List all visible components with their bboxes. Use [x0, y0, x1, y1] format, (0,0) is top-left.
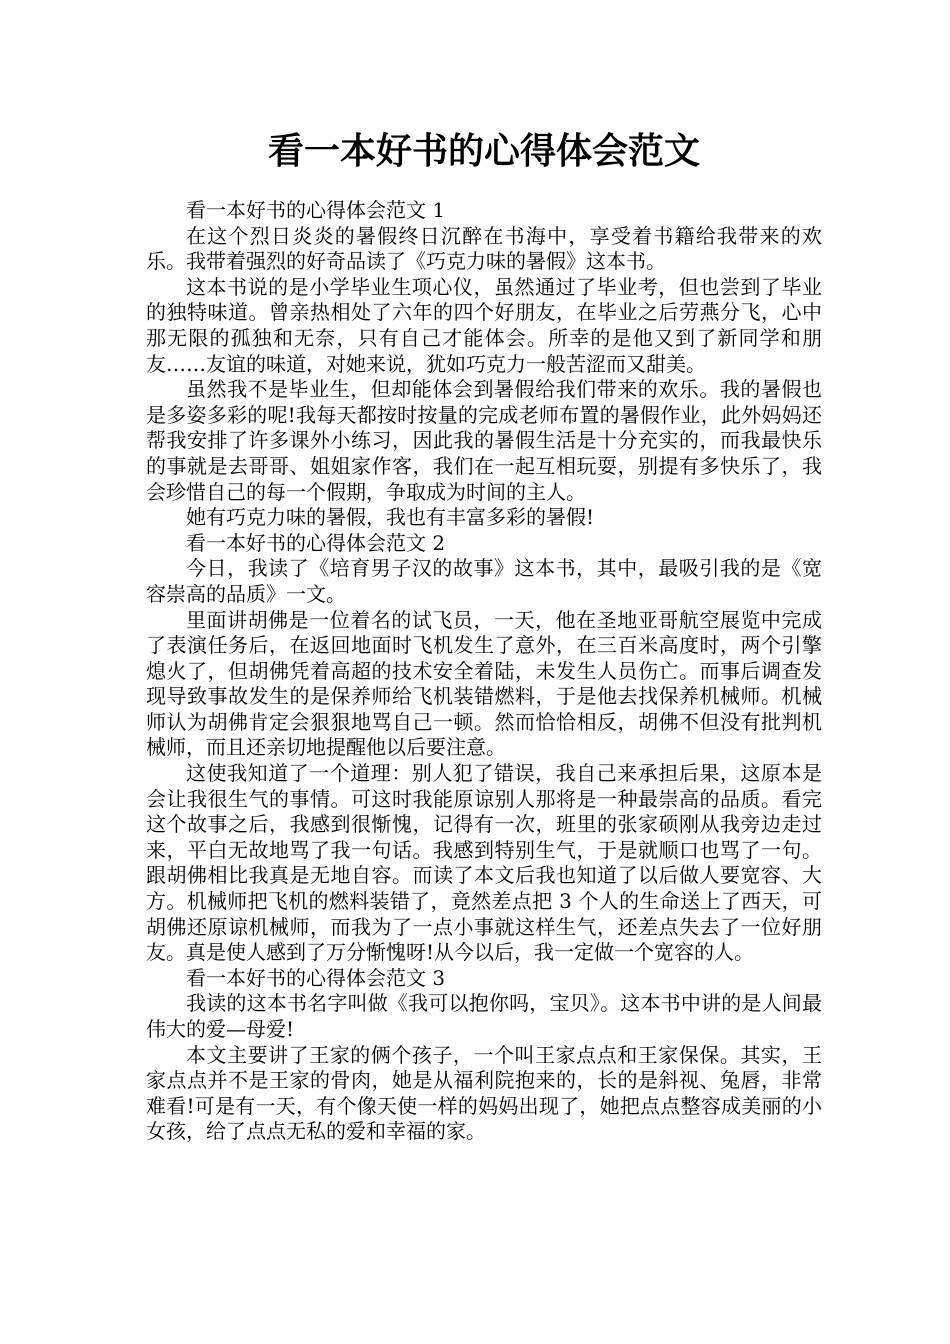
paragraph: 在这个烈日炎炎的暑假终日沉醉在书海中，享受着书籍给我带来的欢乐。我带着强烈的好奇品读了《巧克力味的暑假》这本书。 [146, 223, 822, 274]
paragraph: 这使我知道了一个道理：别人犯了错误，我自己来承担后果，这原本是会让我很生气的事情。可这时我能原谅别人那将是一种最崇高的品质。看完这个故事之后，我感到很惭愧，记得有一次，班里的张家硕刚从我旁边走过来，平白无故地骂了我一句话。我感到特别生气，于是就顺口也骂了一句。跟胡佛相比我真是无地自容。而读了本文后我也知道了以后做人要宽容、大方。机械师把飞机的燃料装错了，竟然差点把 3 个人的生命送上了西天，可胡佛还原谅机械师，而我为了一点小事就这样生气，还差点失去了一位好朋友。真是使人感到了万分惭愧呀!从今以后，我一定做一个宽容的人。 [146, 761, 822, 965]
section-heading: 看一本好书的心得体会范文 3 [186, 965, 446, 990]
section-heading: 看一本好书的心得体会范文 2 [186, 530, 446, 555]
paragraph: 这本书说的是小学毕业生项心仪，虽然通过了毕业考，但也尝到了毕业的独特味道。曾亲热相处了六年的四个好朋友，在毕业之后劳燕分飞，心中那无限的孤独和无奈，只有自己才能体会。所幸的是他又到了新同学和朋友……友谊的味道，对她来说，犹如巧克力一般苦涩而又甜美。 [146, 274, 822, 376]
paragraph: 本文主要讲了王家的俩个孩子，一个叫王家点点和王家保保。其实，王家点点并不是王家的骨肉，她是从福利院抱来的，长的是斜视、兔唇，非常难看!可是有一天，有个像天使一样的妈妈出现了，她把点点整容成美丽的小女孩，给了点点无私的爱和幸福的家。 [146, 1042, 822, 1144]
document-body [146, 198, 822, 1145]
section-heading: 看一本好书的心得体会范文 1 [186, 198, 446, 222]
paragraph: 虽然我不是毕业生，但却能体会到暑假给我们带来的欢乐。我的暑假也是多姿多彩的呢!我每天都按时按量的完成老师布置的暑假作业，此外妈妈还帮我安排了许多课外小练习，因此我的暑假生活是十分充实的，而我最快乐的事就是去哥哥、姐姐家作客，我们在一起互相玩耍，别提有多快乐了，我会珍惜自己的每一个假期，争取成为时间的主人。 [146, 377, 822, 504]
document-title: 看一本好书的心得体会范文 [267, 131, 700, 172]
paragraph: 今日，我读了《培育男子汉的故事》这本书，其中，最吸引我的是《宽容崇高的品质》一文。 [146, 556, 822, 606]
paragraph: 她有巧克力味的暑假，我也有丰富多彩的暑假! [186, 505, 595, 530]
paragraph: 我读的这本书名字叫做《我可以抱你吗，宝贝》。这本书中讲的是人间最伟大的爱—母爱! [146, 991, 822, 1041]
paragraph: 里面讲胡佛是一位着名的试飞员，一天，他在圣地亚哥航空展览中完成了表演任务后，在返回地面时飞机发生了意外，在三百米高度时，两个引擎熄火了，但胡佛凭着高超的技术安全着陆，未发生人员伤亡。而事后调查发现导致事故发生的是保养师给飞机装错燃料，于是他去找保养机械师。机械师认为胡佛肯定会狠狠地骂自己一顿。然而恰恰相反，胡佛不但没有批判机械师，而且还亲切地提醒他以后要注意。 [146, 607, 822, 760]
